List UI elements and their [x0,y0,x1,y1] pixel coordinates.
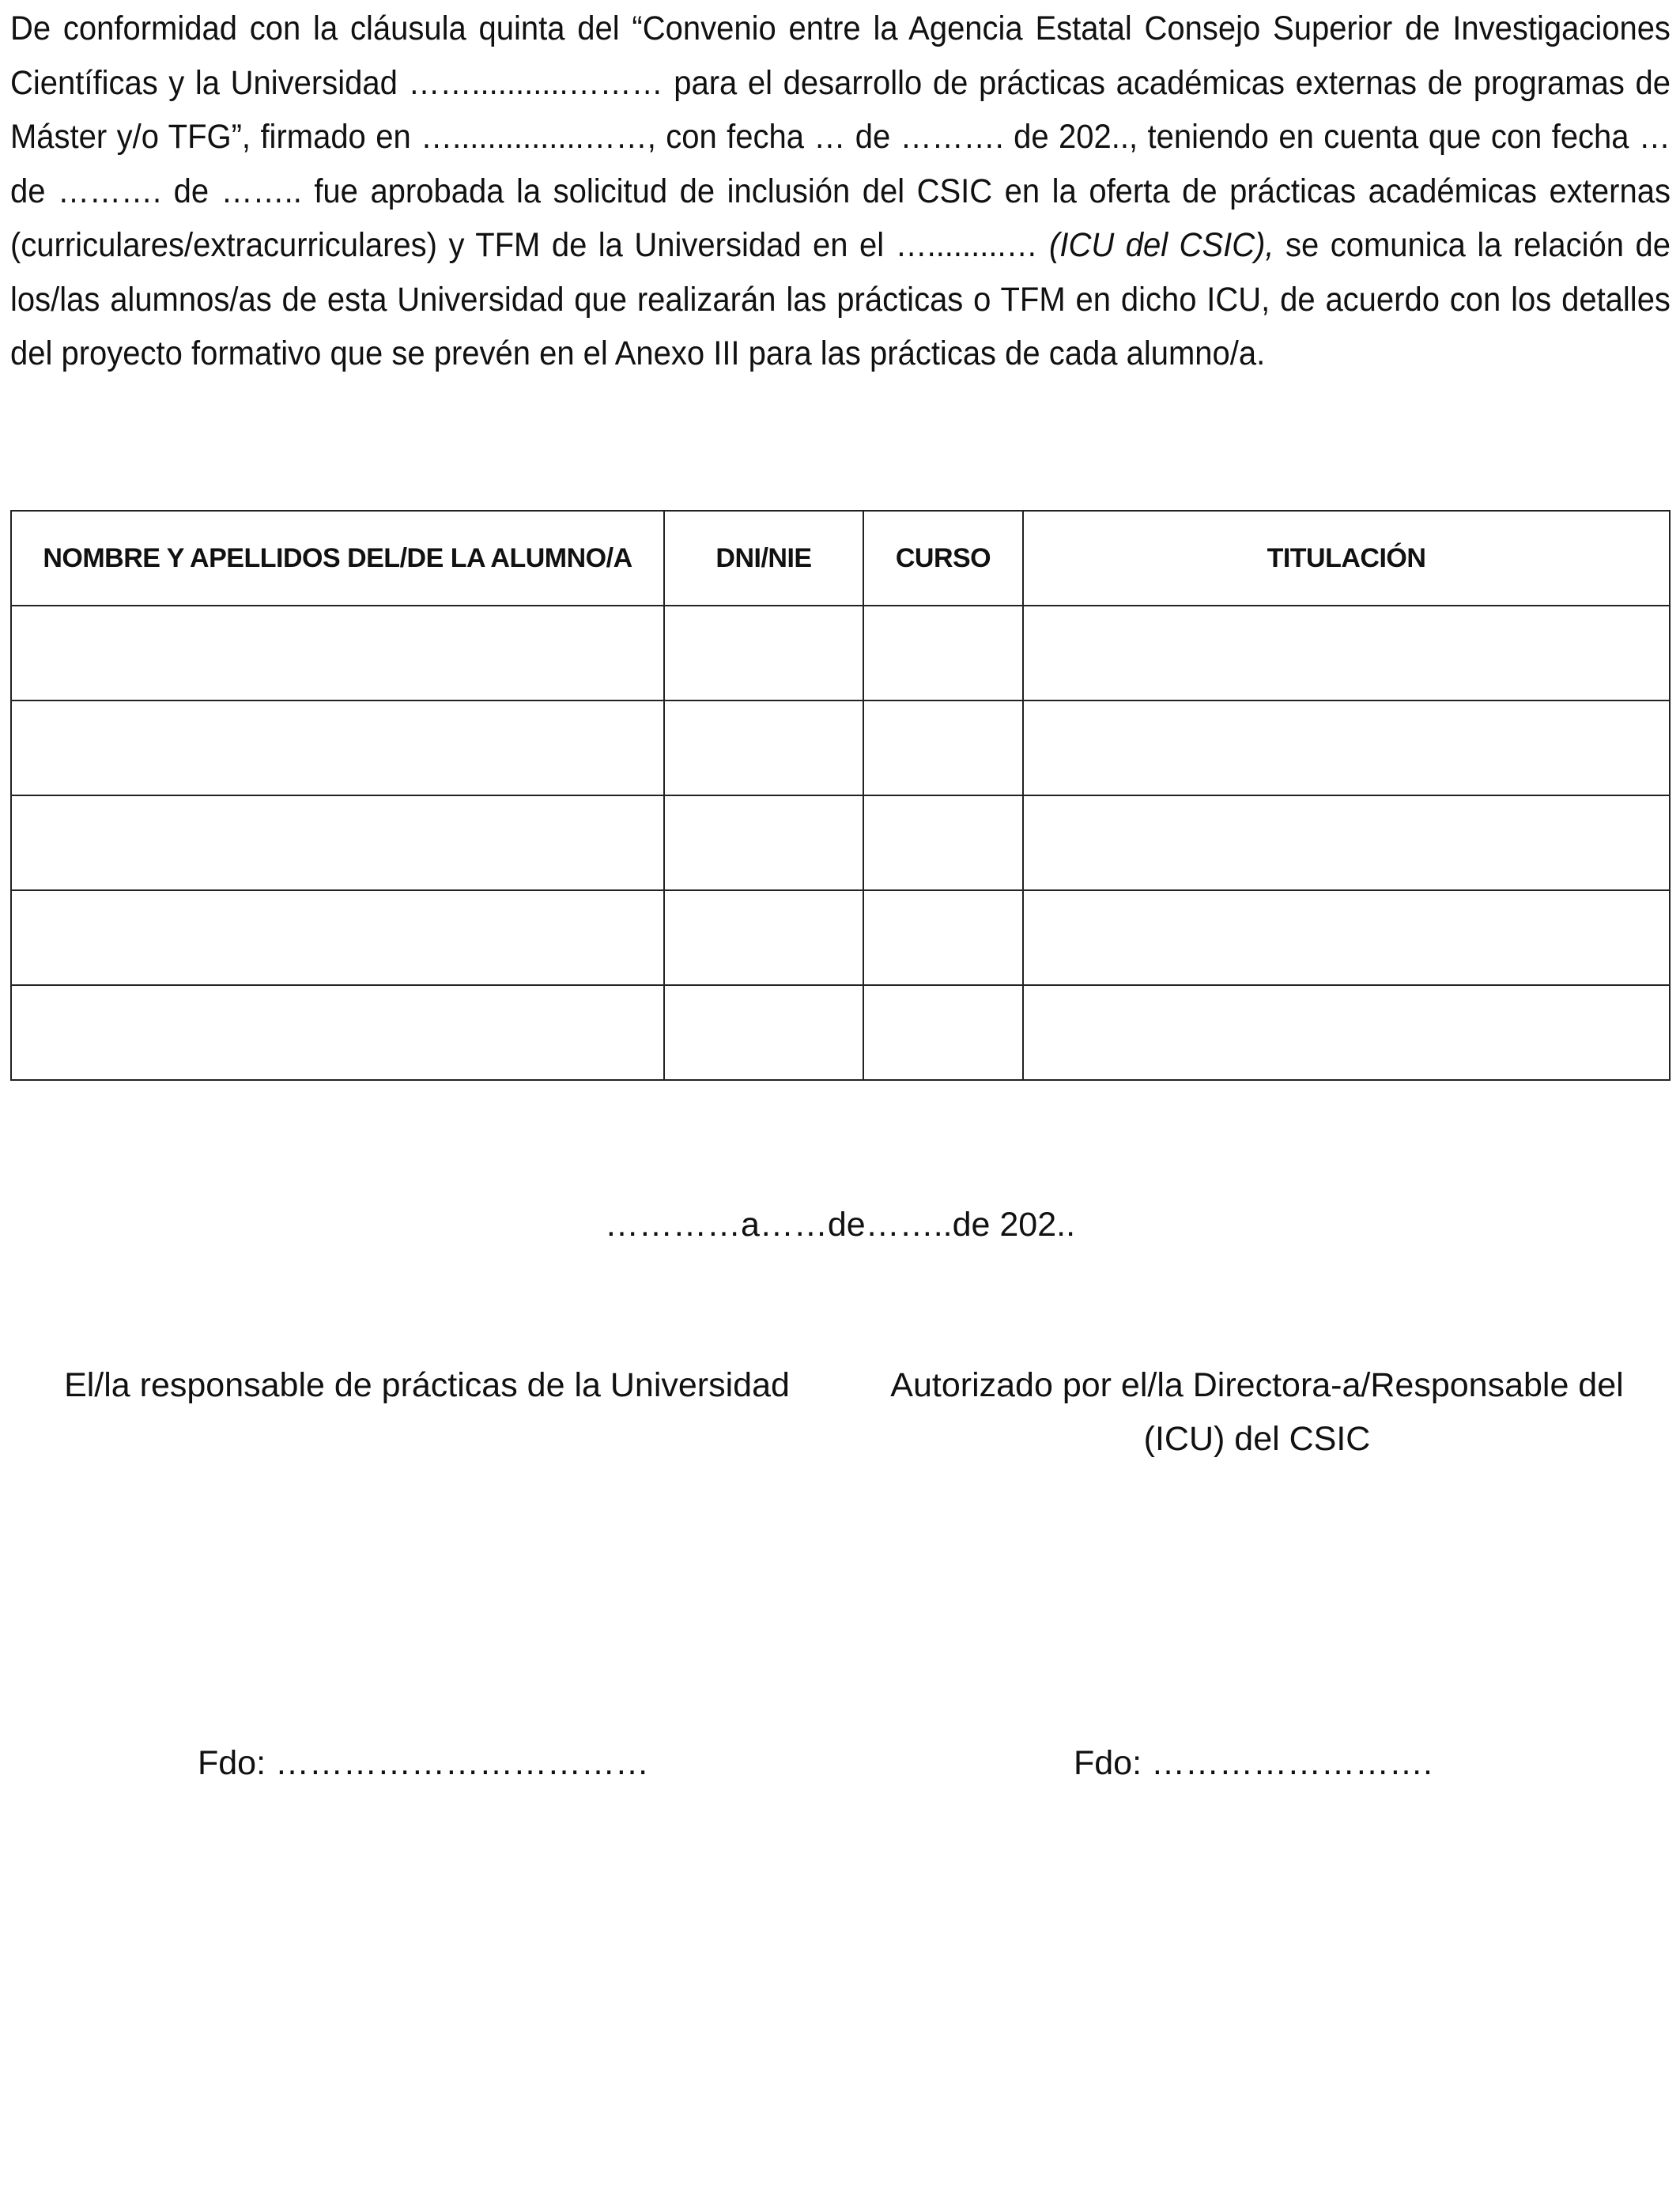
cell-titulacion[interactable] [1023,606,1670,700]
cell-nombre[interactable] [11,606,664,700]
cell-nombre[interactable] [11,700,664,795]
intro-paragraph [10,2,1671,381]
cell-dni[interactable] [664,606,863,700]
signature-label-icu-line1: Autorizado por el/la Directora-a/Responsable del [890,1366,1624,1404]
intro-icu-italic: (ICU del CSIC), [1049,226,1274,264]
header-nombre: NOMBRE Y APELLIDOS DEL/DE LA ALUMNO/A [11,511,664,606]
cell-dni[interactable] [664,985,863,1080]
cell-titulacion[interactable] [1023,700,1670,795]
signature-label-university: El/la responsable de prácticas de la Universidad [64,1366,790,1404]
table-row [11,795,1670,890]
header-dni: DNI/NIE [664,511,863,606]
header-curso: CURSO [863,511,1023,606]
header-titulacion: TITULACIÓN [1023,511,1670,606]
intro-text-part1: De conformidad con la cláusula quinta del “Convenio entre la Agencia Estatal Consejo Superior de Investigaciones Científicas y la Universidad ……...........……… para el desarrollo de prácticas académicas externas de programas de Máster y/o TFG”, firmado en …...............……, con fecha … de ………. de 202.., teniendo en cuenta que con fecha … de ………. de …….. fue aprobada la solicitud de inclusión del CSIC en la oferta de prácticas académicas externas (curriculares/extracurriculares) y TFM de la Universidad en el ….........… [10,9,1671,264]
table-row [11,890,1670,985]
signature-fdo-icu: Fdo: ……………………. [1074,1744,1433,1782]
cell-curso[interactable] [863,985,1023,1080]
cell-titulacion[interactable] [1023,890,1670,985]
cell-curso[interactable] [863,606,1023,700]
cell-nombre[interactable] [11,890,664,985]
date-line: …………a……de……..de 202.. [604,1206,1076,1244]
table-header-row [11,511,1670,606]
table-row [11,700,1670,795]
cell-dni[interactable] [664,890,863,985]
cell-titulacion[interactable] [1023,985,1670,1080]
cell-nombre[interactable] [11,985,664,1080]
cell-titulacion[interactable] [1023,795,1670,890]
signature-label-icu [870,1358,1644,1466]
cell-dni[interactable] [664,700,863,795]
students-table [10,510,1671,1081]
cell-curso[interactable] [863,795,1023,890]
cell-nombre[interactable] [11,795,664,890]
signature-label-icu-line2: (ICU) del CSIC [1143,1420,1371,1458]
cell-curso[interactable] [863,700,1023,795]
cell-dni[interactable] [664,795,863,890]
table-row [11,985,1670,1080]
signature-fdo-university: Fdo: …………………………… [198,1744,649,1782]
cell-curso[interactable] [863,890,1023,985]
table-row [11,606,1670,700]
intro-text-part2: se comunica la relación de los/las alumnos/as de esta Universidad que realizarán las prácticas o TFM en dicho ICU, de acuerdo con los detalles del proyecto formativo que se prevén en el Anexo III para las prácticas de cada alumno/a. [10,226,1671,372]
